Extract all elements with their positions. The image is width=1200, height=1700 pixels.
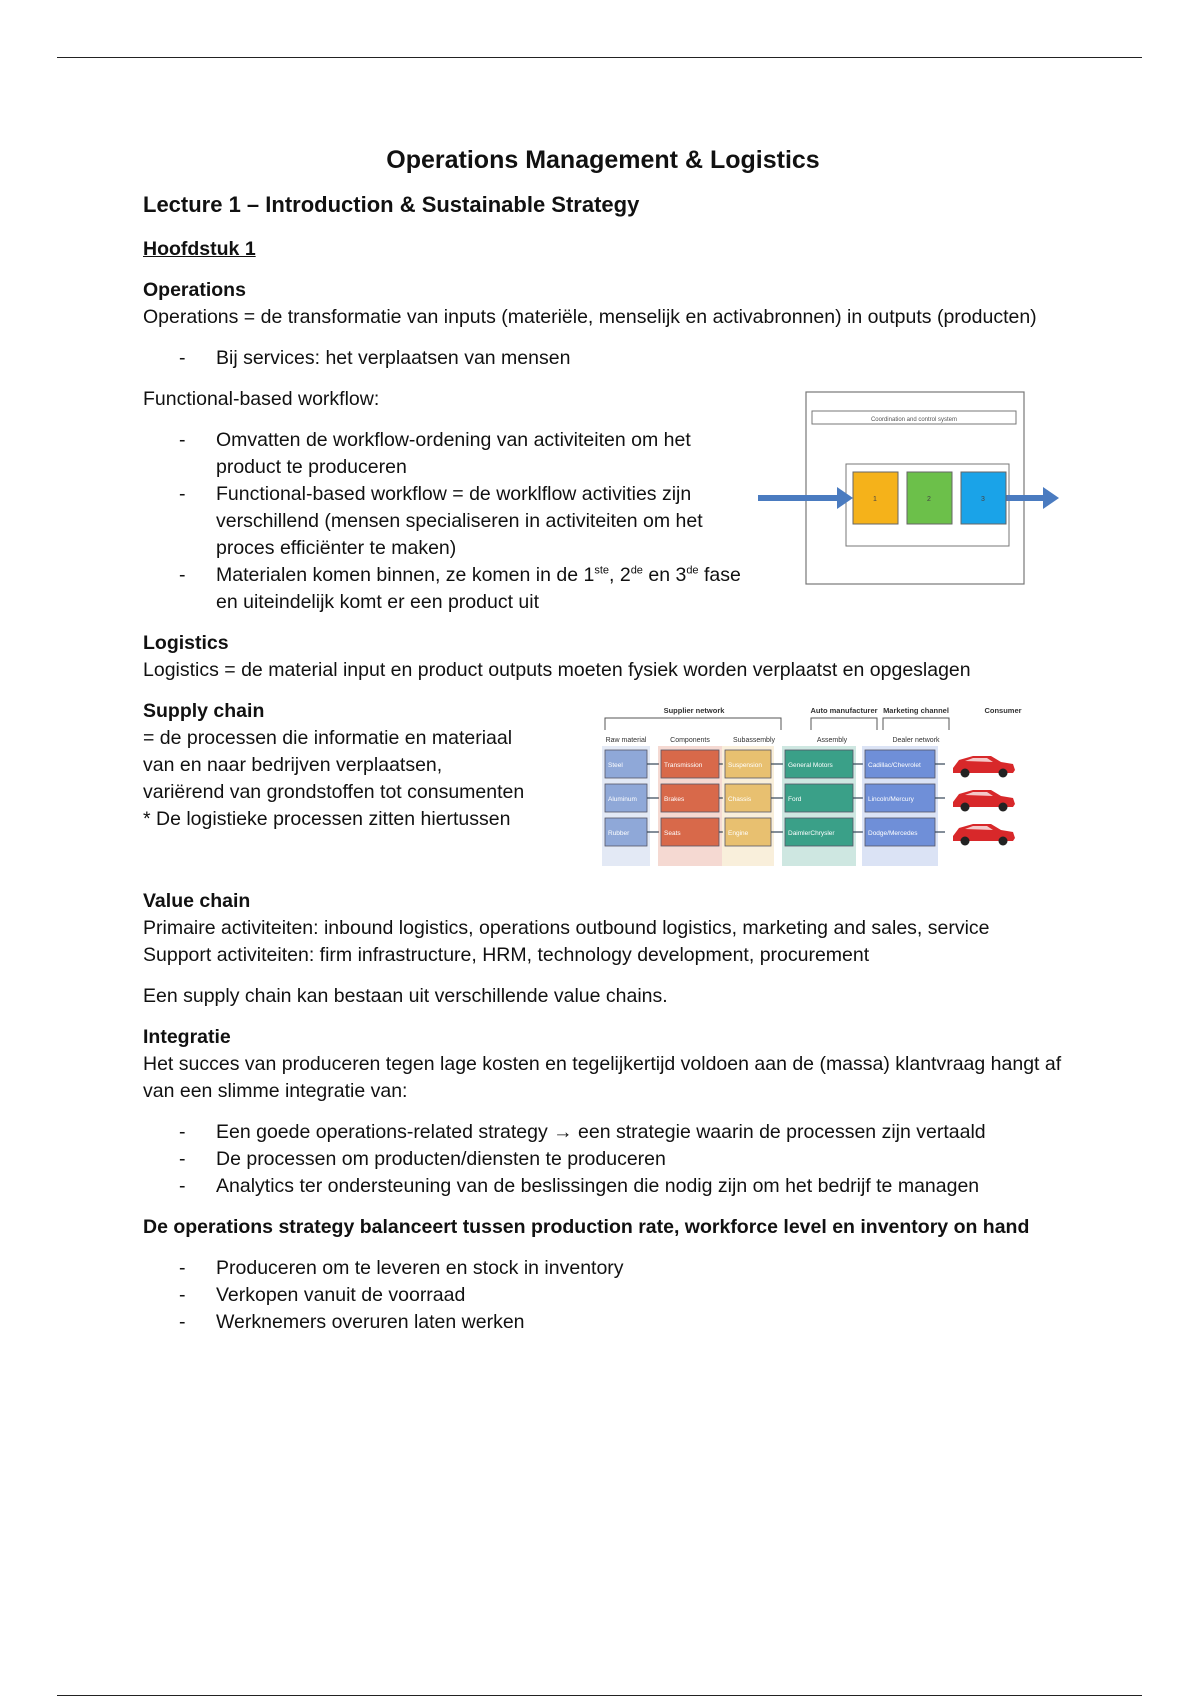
document-page [143, 140, 1063, 1350]
chain-box-label: General Motors [788, 762, 833, 769]
column-label: Dealer network [892, 737, 940, 744]
bullet-text: fase en uiteindelijk komt er een product uit [216, 564, 741, 613]
supply-chain-cells [602, 746, 1015, 866]
ordinal-suffix: de [686, 564, 699, 577]
strategy-heading: De operations strategy balanceert tussen production rate, workforce level en inventory on hand [143, 1216, 1030, 1238]
supply-chain-section [143, 698, 1063, 870]
logistics-heading: Logistics [143, 632, 229, 654]
stage-2-label: 2 [927, 496, 931, 503]
supply-chain-line: variërend van grondstoffen tot consumenten [143, 781, 525, 803]
output-arrow-head [1043, 487, 1059, 509]
column-label: Subassembly [732, 737, 776, 744]
chain-box-label: DaimlerChrysler [788, 830, 835, 837]
chain-box-label: Ford [788, 796, 802, 803]
chain-box-label: Steel [608, 762, 623, 769]
list-item: - Functional-based workflow = de worklflow activities zijn verschillend (mensen specialiseren in activiteiten om het proces efficiënter te maken) [143, 481, 743, 562]
chain-box-label: Aluminum [608, 796, 637, 803]
coordination-label: Coordination and control system [870, 417, 958, 423]
integratie-heading: Integratie [143, 1026, 231, 1048]
car-wheel [999, 769, 1008, 778]
consumer-car-icon [953, 824, 1015, 846]
chain-box-label: Transmission [664, 762, 703, 769]
top-rule [57, 57, 1142, 58]
chain-box-label: Chassis [728, 796, 752, 803]
stage-1-label: 1 [873, 496, 877, 503]
group-label-marketing: Marketing channel [883, 706, 949, 715]
list-item [143, 562, 743, 616]
workflow-section [143, 386, 1063, 630]
value-chain-heading: Value chain [143, 890, 251, 912]
group-label-supplier: Supplier network [663, 706, 725, 715]
supply-chain-line: * De logistieke processen zitten hiertussen [143, 808, 511, 830]
operations-bullets [143, 345, 1063, 372]
document-title: Operations Management & Logistics [386, 146, 820, 174]
bullet-text: , 2 [609, 564, 631, 586]
car-wheel [961, 769, 970, 778]
bullet-text: en 3 [642, 564, 687, 586]
chain-box-label: Brakes [664, 796, 685, 803]
supply-chain-line: = de processen die informatie en materiaal [143, 727, 513, 749]
strategy-bullets [143, 1255, 1063, 1336]
stage-3-label: 3 [981, 496, 985, 503]
workflow-diagram [753, 390, 1063, 590]
workflow-text [143, 386, 743, 630]
bottom-rule [57, 1695, 1142, 1696]
supply-chain-heading: Supply chain [143, 700, 265, 722]
ordinal-suffix: de [630, 564, 643, 577]
list-item: - Produceren om te leveren en stock in inventory [143, 1255, 1063, 1282]
chain-box-label: Cadillac/Chevrolet [868, 762, 921, 769]
list-item: - Verkopen vanuit de voorraad [143, 1282, 1063, 1309]
lecture-title: Lecture 1 – Introduction & Sustainable Strategy [143, 192, 640, 217]
value-chain-support: Support activiteiten: firm infrastructure, HRM, technology development, procurement [143, 944, 870, 966]
consumer-car-icon [953, 756, 1015, 778]
workflow-intro: Functional-based workflow: [143, 388, 380, 410]
car-wheel [999, 837, 1008, 846]
group-label-consumer: Consumer [984, 706, 1022, 715]
chain-box-label: Dodge/Mercedes [868, 830, 918, 837]
column-label: Assembly [816, 737, 848, 744]
chain-box-label: Rubber [608, 830, 630, 837]
supply-chain-text [143, 698, 591, 870]
bullet-text: Materialen komen binnen, ze komen in de 1 [216, 564, 595, 586]
column-label: Components [670, 737, 710, 744]
logistics-definition: Logistics = de material input en product outputs moeten fysiek worden verplaatst en opgeslagen [143, 659, 971, 681]
chapter-heading: Hoofdstuk 1 [143, 238, 256, 260]
list-item: - Een goede operations-related strategy → een strategie waarin de processen zijn vertaald [143, 1119, 1063, 1146]
integratie-text: Het succes van produceren tegen lage kosten en tegelijkertijd voldoen aan de (massa) klantvraag hangt af van een slimme integratie van: [143, 1053, 1062, 1102]
list-item: - Werknemers overuren laten werken [143, 1309, 1063, 1336]
marketing-bracket [883, 718, 949, 730]
ordinal-suffix: ste [594, 564, 609, 577]
operations-heading: Operations [143, 279, 246, 301]
column-label: Raw material [605, 737, 647, 744]
list-item: - Bij services: het verplaatsen van mensen [143, 345, 1063, 372]
chain-box-label: Engine [728, 830, 749, 837]
value-chain-primary: Primaire activiteiten: inbound logistics, operations outbound logistics, marketing and sales, service [143, 917, 990, 939]
chain-box-label: Lincoln/Mercury [868, 796, 914, 803]
list-item: - De processen om producten/diensten te produceren [143, 1146, 1063, 1173]
group-label-manufacturer: Auto manufacturer [810, 706, 878, 715]
operations-definition: Operations = de transformatie van inputs (materiële, menselijk en activabronnen) in outputs (producten) [143, 306, 1037, 328]
car-wheel [961, 803, 970, 812]
workflow-bullets [143, 427, 743, 616]
list-item: - Omvatten de workflow-ordening van activiteiten om het product te produceren [143, 427, 743, 481]
car-wheel [999, 803, 1008, 812]
manufacturer-bracket [811, 718, 877, 730]
supplier-bracket [605, 718, 781, 730]
chain-box-label: Seats [664, 830, 681, 837]
chain-box-label: Suspension [728, 762, 762, 769]
supply-chain-line: van en naar bedrijven verplaatsen, [143, 754, 443, 776]
list-item: - Analytics ter ondersteuning van de beslissingen die nodig zijn om het bedrijf te managen [143, 1173, 1063, 1200]
consumer-car-icon [953, 790, 1015, 812]
integratie-bullets [143, 1119, 1063, 1200]
value-chain-note: Een supply chain kan bestaan uit verschillende value chains. [143, 985, 668, 1007]
supply-chain-diagram [599, 702, 1043, 870]
stage-group [853, 472, 1006, 524]
car-wheel [961, 837, 970, 846]
